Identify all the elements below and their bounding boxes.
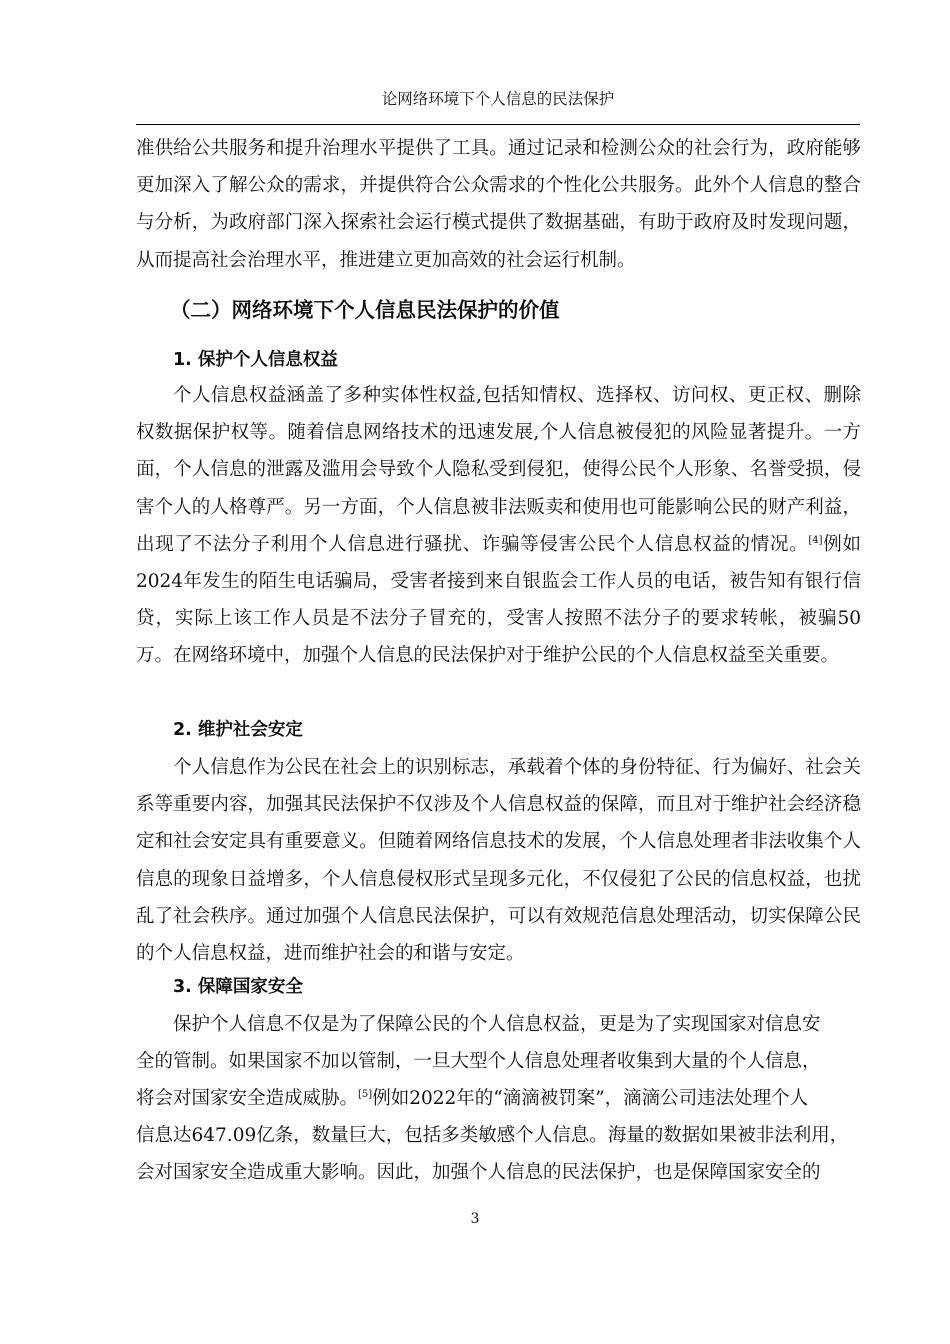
paragraph-text: 例如2024年发生的陌生电话骗局，受害者接到来自银监会工作人员的电话，被告知有银行信贷，实际上该工作人员是不法分子冒充的，受害人按照不法分子的要求转帐，被骗50万。在网络环境中，加强个人信息的民法保护对于维护公民的个人信息权益至关重要。: [136, 533, 861, 667]
paragraph-line: [136, 1080, 861, 1117]
running-header: 论网络环境下个人信息的民法保护: [381, 90, 615, 108]
paragraph-text: 例如2022年的“滴滴被罚案”，滴滴公司违法处理个人: [372, 1088, 809, 1109]
subsection-paragraph-2: 个人信息作为公民在社会上的识别标志，承载着个体的身份特征、行为偏好、社会关系等重要内容，加强其民法保护不仅涉及个人信息权益的保障，而且对于维护社会经济稳定和社会安定具有重要意义。但随着网络信息技术的发展，个人信息处理者非法收集个人信息的现象日益增多，个人信息侵权形式呈现多元化，不仅侵犯了公民的信息权益，也扰乱了社会秩序。通过加强个人信息民法保护，可以有效规范信息处理活动，切实保障公民的个人信息权益，进而维护社会的和谐与安定。: [136, 757, 861, 965]
header-rule: [136, 124, 860, 125]
page-number: 3: [470, 1211, 480, 1227]
paragraph-line: 信息达647.09亿条，数量巨大，包括多类敏感个人信息。海量的数据如果被非法利用，: [136, 1125, 849, 1146]
intro-paragraph: 准供给公共服务和提升治理水平提供了工具。通过记录和检测公众的社会行为，政府能够更加深入了解公众的需求，并提供符合公众需求的个性化公共服务。此外个人信息的整合与分析，为政府部门深入探索社会运行模式提供了数据基础，有助于政府及时发现问题，从而提高社会治理水平，推进建立更加高效的社会运行机制。: [136, 138, 861, 271]
citation-4: [4]: [808, 534, 823, 546]
paragraph-line: 全的管制。如果国家不加以管制，一旦大型个人信息处理者收集到大量的个人信息，: [136, 1051, 821, 1072]
subsection-title-3: 3. 保障国家安全: [173, 977, 303, 997]
paragraph-line: 保护个人信息不仅是为了保障公民的个人信息权益，更是为了实现国家对信息安: [173, 1014, 821, 1035]
subsection-title-2: 2. 维护社会安定: [173, 720, 303, 740]
paragraph-line: 会对国家安全造成重大影响。因此，加强个人信息的民法保护，也是保障国家安全的: [136, 1162, 821, 1183]
subsection-title-1: 1. 保护个人信息权益: [173, 350, 338, 370]
citation-5: [5]: [358, 1088, 373, 1100]
paragraph-text: 将会对国家安全造成威胁。: [136, 1088, 359, 1109]
section-title: （二）网络环境下个人信息民法保护的价值: [170, 298, 560, 322]
subsection-paragraph-1: [136, 377, 861, 675]
paragraph-text: 个人信息权益涵盖了多种实体性权益,包括知情权、选择权、访问权、更正权、删除权数据保护权等。随着信息网络技术的迅速发展,个人信息被侵犯的风险显著提升。一方面，个人信息的泄露及滥用会导致个人隐私受到侵犯，使得公民个人形象、名誉受损，侵害个人的人格尊严。另一方面，个人信息被非法贩卖和使用也可能影响公民的财产利益，出现了不法分子利用个人信息进行骚扰、诈骗等侵害公民个人信息权益的情况。: [136, 385, 861, 555]
